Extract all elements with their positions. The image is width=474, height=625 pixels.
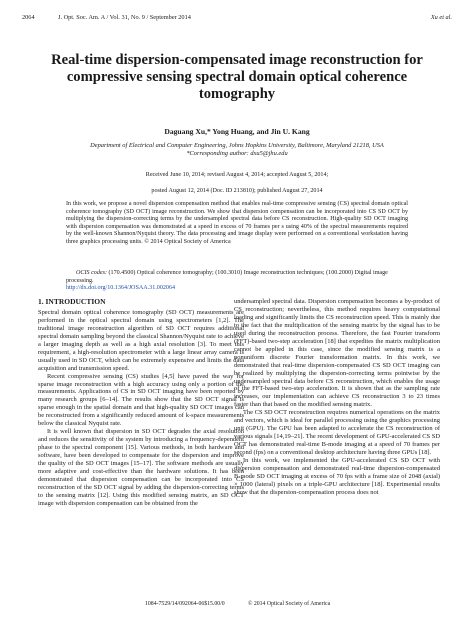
paragraph: It is well known that dispersion in SD OCT degrades the axial resolution and reduces the sensitivity of the system by introducing a frequency-dependent phase to the spectral component [15]. Various methods, in both hardware and software, have been developed to compensate for the dispersion and improve the quality of the SD OCT images [15–17]. The software methods are usually more adaptive and cost-effective than the hardware solutions. It has been demonstrated that dispersion compensation can be incorporated into CS reconstruction of the SD OCT signal by adding the dispersion-correcting terms to the sensing matrix [12]. Using this modified sensing matrix, an SD OCT image with dispersion compensation can be obtained from the bbox=[38, 428, 244, 507]
copyright: © 2014 Optical Society of America bbox=[248, 601, 331, 607]
abstract: In this work, we propose a novel dispersion compensation method that enables real-time compressive sensing (CS) spectral domain optical coherence tomography (SD OCT) image reconstruction. We show that dispersion compensation can be incorporated into CS SD OCT by multiplying the dispersion-correcting terms by the undersampled spectral data before CS reconstruction. High-quality SD OCT imaging with dispersion compensation was demonstrated at a speed in excess of 70 frames per s using 40% of the spectral measurements required by the well-known Shannon/Nyquist theory. The data processing and image display were performed on a conventional workstation having three graphics processing units. © 2014 Optical Society of America bbox=[66, 201, 408, 245]
right-column bbox=[234, 298, 440, 497]
corresponding-author: *Corresponding author: dxu5@jhu.edu bbox=[186, 150, 288, 158]
affiliation-block bbox=[40, 142, 434, 158]
section-heading: 1. INTRODUCTION bbox=[38, 297, 106, 306]
paper-title: Real-time dispersion-compensated image reconstruction for compressive sensing spectral domain optical coherence tomography bbox=[51, 52, 423, 102]
doi-link[interactable]: http://dx.doi.org/10.1364/JOSAA.31.002064 bbox=[66, 285, 176, 292]
paragraph: undersampled spectral data. Dispersion compensation becomes a by-product of CS reconstruction; nevertheless, this method requires heavy computational loading and significantly limits the CS reconstruction speed. This is mainly due to the fact that the multiplication of the sensing matrix by the signal has to be used during the reconstruction process. Therefore, the fast Fourier transform (FFT)-based two-step acceleration [18] that expedites the matrix multiplication cannot be applied in this case, since the modified sensing matrix is a nonuniform discrete Fourier transformation matrix. In this work, we demonstrated that real-time dispersion-compensated CS SD OCT imaging can be realized by multiplying the dispersion-correcting terms pointwise by the undersampled spectral data before CS reconstruction, which enables the usage of the FFT-based two-step acceleration. It is shown that as the sampling rate increases, our implementation can achieve CS reconstruction 3 to 23 times faster than that based on the modified sensing matrix. bbox=[234, 298, 440, 409]
page-number: 2064 bbox=[22, 14, 35, 21]
affiliation: Department of Electrical and Computer Engineering, Johns Hopkins University, Baltimore, Maryland 21218, USA bbox=[90, 142, 384, 149]
posted-dates: posted August 12, 2014 (Doc. ID 213810); published August 27, 2014 bbox=[151, 188, 323, 194]
running-authors: Xu et al. bbox=[430, 14, 452, 21]
ocis-code-list: (170.4500) Optical coherence tomography; (100.3010) Image reconstruction techniques; (100.2000) Digital image processing. bbox=[66, 270, 388, 284]
paragraph: Recent compressive sensing (CS) studies [4,5] have paved the way for sparse image reconstruction with a high accuracy using only a portion of the measurements. Applications of CS in SD OCT imaging have been reported by many research groups [6–14]. The results show that the SD OCT signal is sparse enough in the spatial domain and that high-quality SD OCT images can be reconstructed from a significantly reduced amount of k-space measurements below the classical Nyquist rate. bbox=[38, 372, 244, 428]
running-header bbox=[22, 14, 452, 24]
ocis-codes bbox=[66, 270, 408, 293]
ocis-label: OCIS codes: bbox=[76, 270, 107, 276]
paragraph: Spectral domain optical coherence tomography (SD OCT) measurements are performed in the optical spectral domain using spectrometers [1,2]. The traditional image reconstruction algorithm of SD OCT requires additional spectral domain sampling beyond the classical Shannon/Nyquist rate to achieve a larger imaging depth as well as a high axial resolution [3]. To meet this requirement, a high-resolution spectrometer with a large linear array camera is usually used in SD OCT, which can be extremely expensive and limits the data acquisition and transmission speed. bbox=[38, 308, 244, 372]
paragraph: In this work, we implemented the GPU-accelerated CS SD OCT with dispersion compensation and demonstrated real-time dispersion-compensated B-mode SD OCT imaging at excess of 70 fps with a frame size of 2048 (axial) × 1000 (lateral) pixels on a triple-GPU architecture [18]. Experimental results show that the dispersion-compensation process does not bbox=[234, 457, 440, 496]
journal-citation: J. Opt. Soc. Am. A / Vol. 31, No. 9 / September 2014 bbox=[58, 14, 191, 21]
author-list: Daguang Xu,* Yong Huang, and Jin U. Kang bbox=[164, 127, 310, 136]
left-column bbox=[38, 298, 244, 508]
issn-code: 1084-7529/14/092064-06$15.00/0 bbox=[145, 601, 225, 607]
paragraph: The CS SD OCT reconstruction requires numerical operations on the matrix and vectors, which is ideal for parallel processing using the graphics processing unit (GPU). The GPU has been adapted to accelerate the CS reconstruction of various signals [14,19–21]. The recent development of GPU-accelerated CS SD OCT has demonstrated real-time B-mode imaging at a speed of 70 frames per second (fps) on a conventional desktop architecture having three GPUs [18]. bbox=[234, 409, 440, 457]
received-dates: Received June 10, 2014; revised August 4, 2014; accepted August 5, 2014; bbox=[145, 172, 329, 178]
